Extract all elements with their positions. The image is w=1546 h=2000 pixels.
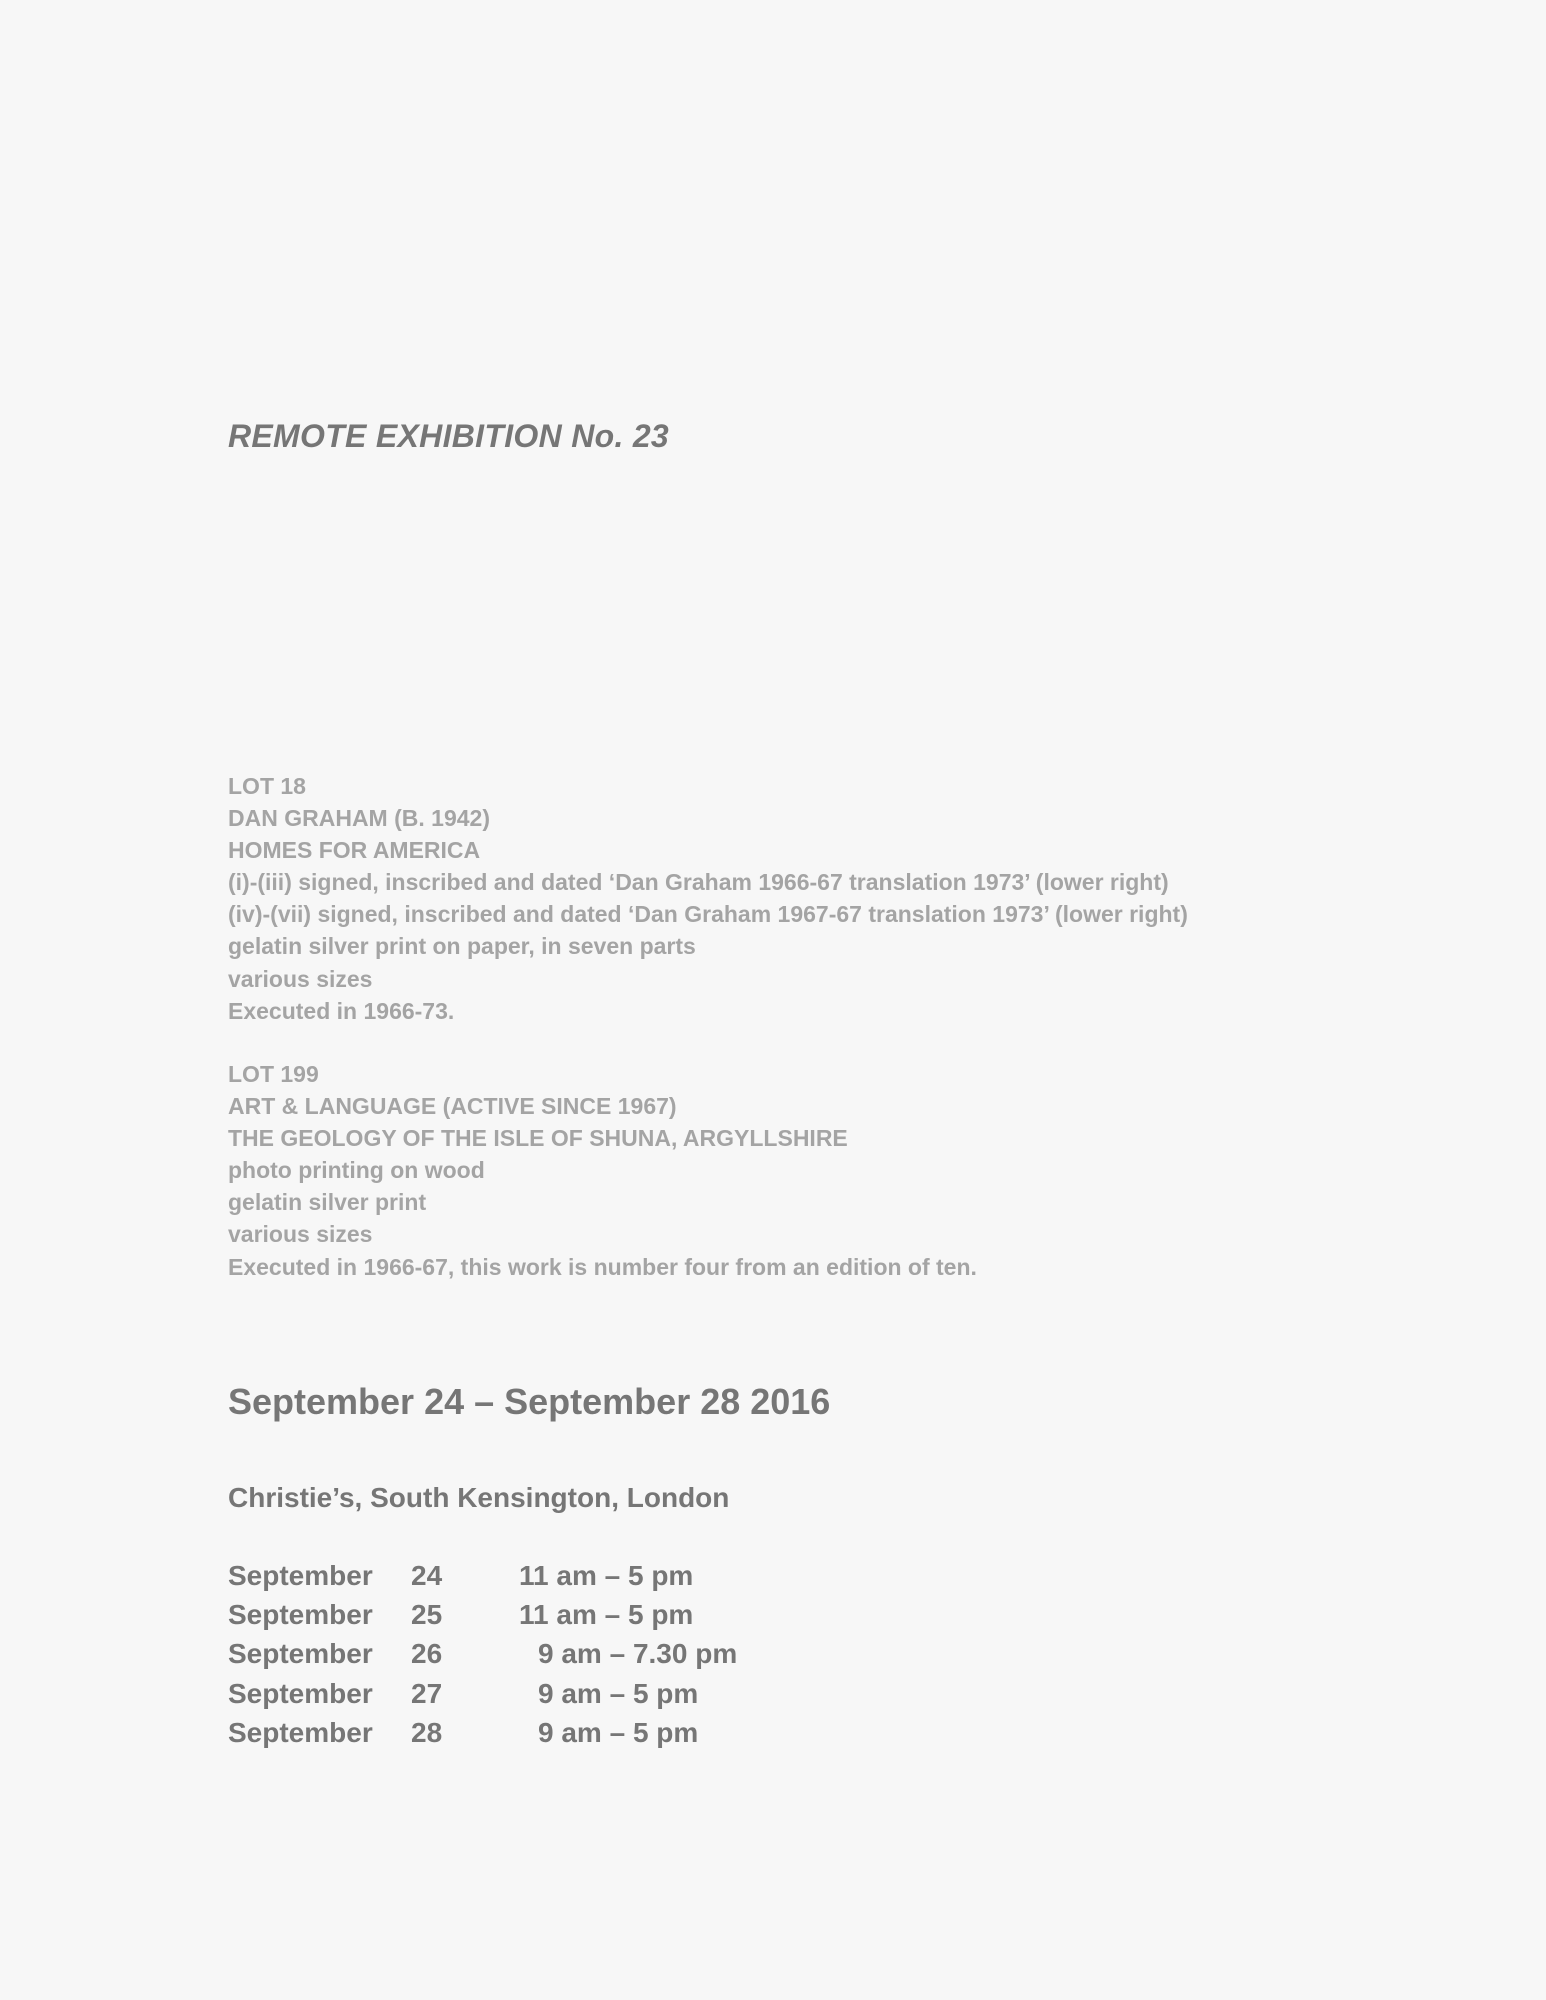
lot-detail-line: various sizes [228,965,373,992]
lot-entry [228,770,1188,1027]
lot-detail-line: (iv)-(vii) signed, inscribed and dated ‘Dan Graham 1967-67 translation 1973’ (lower right) [228,901,1188,928]
schedule-day: 25 [411,1599,443,1631]
exhibition-title: REMOTE EXHIBITION No. 23 [228,418,670,454]
schedule-month: September [228,1677,373,1709]
lot-work-title: THE GEOLOGY OF THE ISLE OF SHUNA, ARGYLLSHIRE [228,1125,848,1152]
schedule-hours: 11 am – 5 pm [519,1599,694,1631]
schedule-hours: 11 am – 5 pm [519,1560,694,1591]
schedule-month: September [228,1716,373,1748]
schedule-hours: 9 am – 5 pm [538,1716,699,1748]
schedule-day: 28 [411,1716,443,1748]
lot-work-title: HOMES FOR AMERICA [228,837,481,864]
schedule-day: 26 [411,1638,443,1670]
lot-detail-line: Executed in 1966-67, this work is number four from an edition of ten. [228,1253,977,1280]
lot-artist: ART & LANGUAGE (ACTIVE SINCE 1967) [228,1093,677,1120]
schedule-day: 27 [411,1677,443,1709]
schedule-hours: 9 am – 7.30 pm [538,1638,738,1670]
lot-detail-line: (i)-(iii) signed, inscribed and dated ‘Dan Graham 1966-67 translation 1973’ (lower right) [228,869,1169,896]
schedule-hours: 9 am – 5 pm [538,1677,699,1709]
lot-detail-line: gelatin silver print on paper, in seven parts [228,933,696,960]
schedule-day: 24 [411,1560,443,1591]
venue-label: Christie’s, South Kensington, London [228,1482,730,1513]
schedule-month: September [228,1638,373,1670]
lot-artist: DAN GRAHAM (B. 1942) [228,805,490,832]
schedule-month: September [228,1560,373,1591]
lot-detail-line: gelatin silver print [228,1189,427,1216]
schedule-month: September [228,1599,373,1631]
lot-number: LOT 18 [228,773,306,799]
lot-detail-line: Executed in 1966-73. [228,997,455,1024]
lot-detail-line: various sizes [228,1221,373,1248]
exhibition-dates-heading: September 24 – September 28 2016 [228,1381,831,1422]
lot-number: LOT 199 [228,1061,319,1087]
lot-entry [228,1058,977,1283]
lot-detail-line: photo printing on wood [228,1157,485,1184]
